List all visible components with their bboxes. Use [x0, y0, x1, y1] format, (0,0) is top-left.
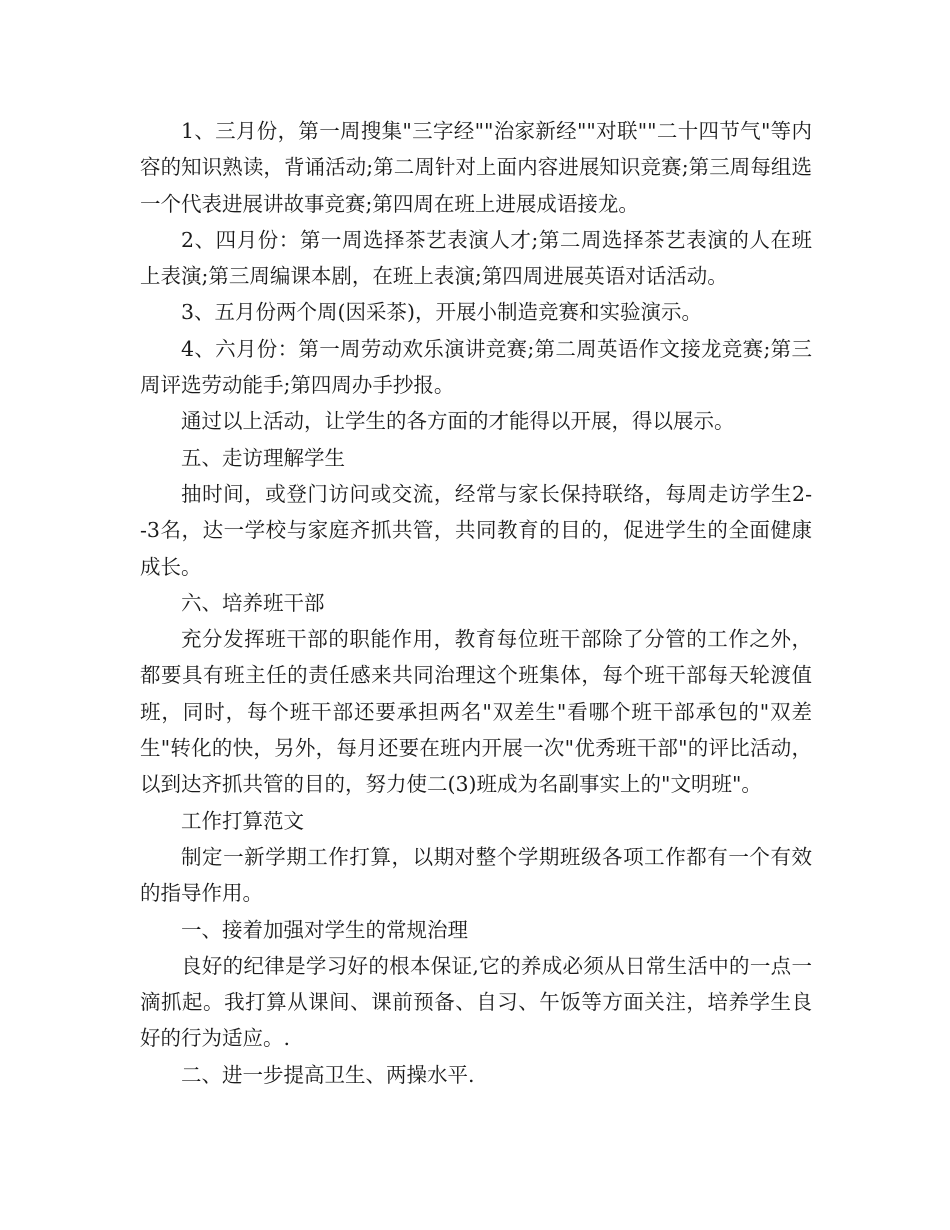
section-heading-visit-students: 五、走访理解学生 [181, 445, 345, 470]
paragraph-activities-summary: 通过以上活动，让学生的各方面的才能得以开展，得以展示。 [181, 409, 735, 434]
paragraph-april-activities: 2、四月份：第一周选择茶艺表演人才;第二周选择茶艺表演的人在班上表演;第三周编课本剧，在班上表演;第四周进展英语对话活动。 [140, 227, 812, 289]
paragraph-march-activities: 1、三月份，第一周搜集"三字经""治家新经""对联""二十四节气"等内容的知识熟读，背诵活动;第二周针对上面内容进展知识竞赛;第三周每组选一个代表进展讲故事竞赛;第四周在班上进展成语接龙。 [140, 119, 812, 216]
paragraph-work-plan-intro: 制定一新学期工作打算，以期对整个学期班级各项工作都有一个有效的指导作用。 [140, 844, 812, 906]
section-heading-routine-management: 一、接着加强对学生的常规治理 [181, 917, 468, 942]
paragraph-train-cadres: 充分发挥班干部的职能作用，教育每位班干部除了分管的工作之外，都要具有班主任的责任感来共同治理这个班集体，每个班干部每天轮渡值班，同时，每个班干部还要承担两名"双差生"看哪个班干部承包的"双差生"转化的快，另外，每月还要在班内开展一次"优秀班干部"的评比活动，以到达齐抓共管的目的，努力使二(3)班成为名副事实上的"文明班"。 [140, 627, 812, 797]
document-page [140, 113, 812, 1093]
paragraph-visit-students: 抽时间，或登门访问或交流，经常与家长保持联络，每周走访学生2--3名，达一学校与家庭齐抓共管，共同教育的目的，促进学生的全面健康成长。 [140, 481, 812, 579]
section-heading-train-cadres: 六、培养班干部 [181, 590, 325, 615]
paragraph-routine-management: 良好的纪律是学习好的根本保证,它的养成必须从日常生活中的一点一滴抓起。我打算从课间、课前预备、自习、午饭等方面关注，培养学生良好的行为适应。. [140, 953, 812, 1051]
paragraph-june-activities: 4、六月份：第一周劳动欢乐演讲竞赛;第二周英语作文接龙竞赛;第三周评选劳动能手;第四周办手抄报。 [140, 336, 812, 398]
paragraph-may-activities: 3、五月份两个周(因采茶)，开展小制造竞赛和实验演示。 [181, 300, 703, 325]
section-heading-work-plan-sample: 工作打算范文 [181, 808, 304, 833]
section-heading-hygiene-exercises: 二、进一步提高卫生、两操水平. [181, 1062, 475, 1087]
